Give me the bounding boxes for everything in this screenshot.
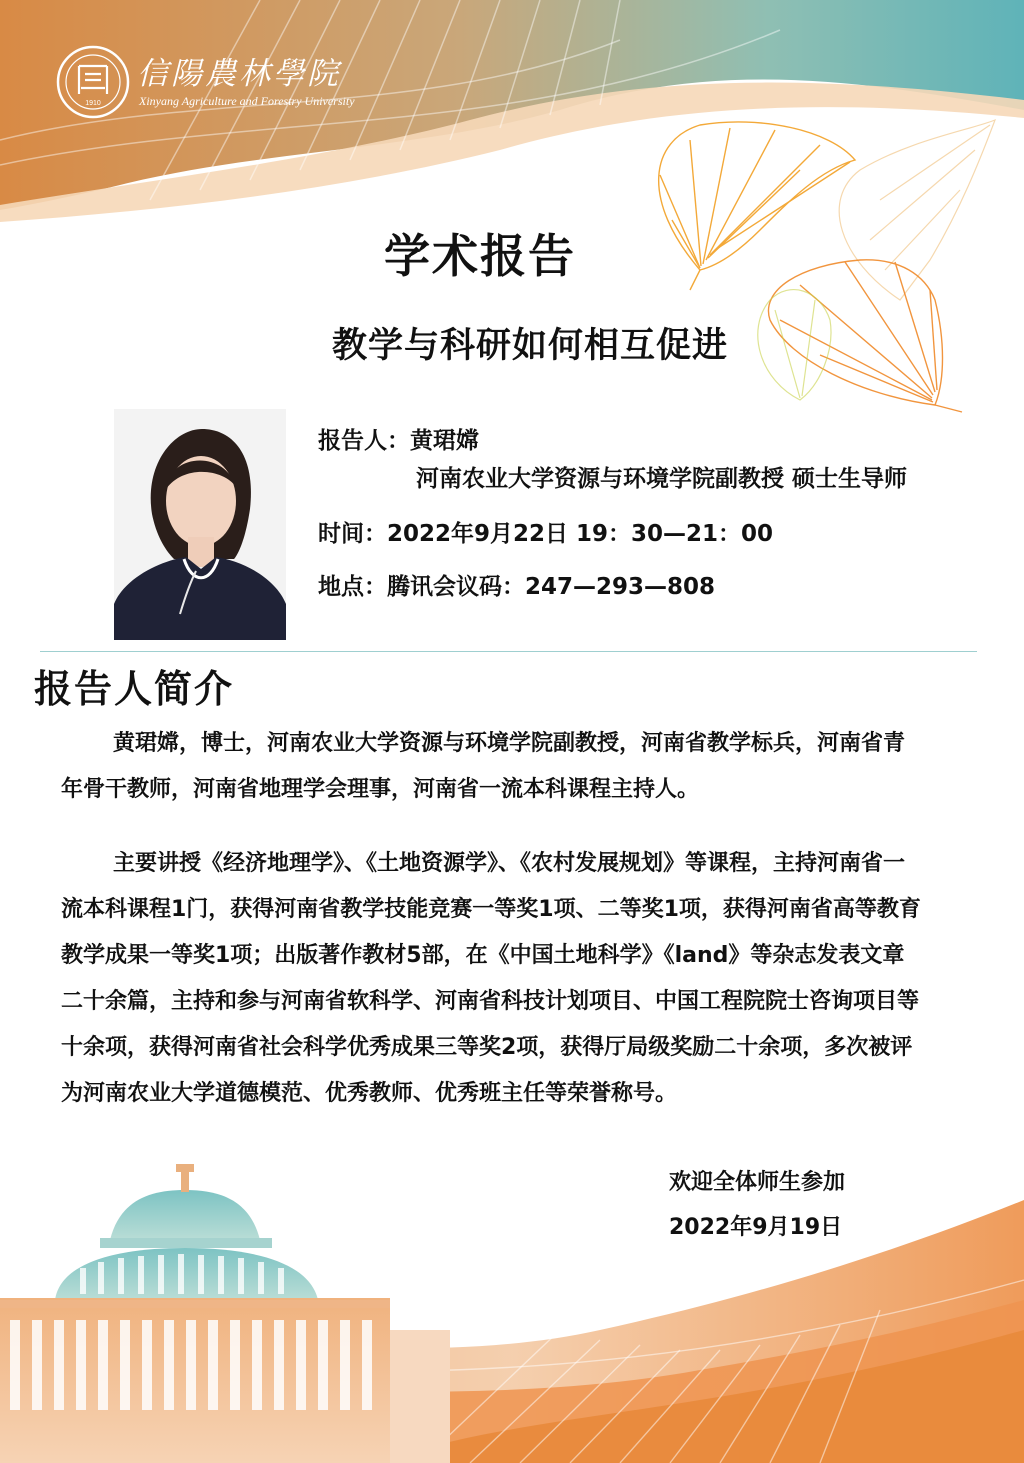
speaker-name: 黄珺嫦 (410, 428, 479, 454)
issue-date: 2022年9月19日 (669, 1215, 843, 1240)
place-label: 地点： (318, 574, 387, 600)
welcome-note: 欢迎全体师生参加 (669, 1170, 846, 1195)
speaker-line (318, 422, 479, 455)
intro-paragraph-2 (61, 841, 921, 1117)
speaker-photo (114, 409, 286, 640)
intro-paragraph-2-text: 主要讲授《经济地理学》、《土地资源学》、《农村发展规划》等课程，主持河南省一流本科课程1门，获得河南省教学技能竞赛一等奖1项、二等奖1项，获得河南省高等教育教学成果一等奖1项；出版著作教材5部，在《中国土地科学》《land》等杂志发表文章二十余篇，主持和参与河南省软科学、河南省科技计划项目、中国工程院院士咨询项目等十余项，获得河南省社会科学优秀成果三等奖2项，获得厅局级奖励二十余项，多次被评为河南农业大学道德模范、优秀教师、优秀班主任等荣誉称号。 (61, 851, 921, 1106)
time-line (318, 515, 773, 548)
university-name-cn: 信陽農林學院 (137, 56, 341, 92)
time-value: 2022年9月22日 19：30—21：00 (387, 521, 774, 547)
university-logo (55, 44, 355, 120)
section-divider (40, 651, 977, 652)
place-line (318, 568, 715, 601)
svg-text:1910: 1910 (85, 100, 101, 107)
speaker-portrait-icon (114, 409, 286, 640)
time-label: 时间： (318, 521, 387, 547)
meeting-code: 腾讯会议码：247—293—808 (387, 574, 716, 600)
intro-paragraph-1-text: 黄珺嫦，博士，河南农业大学资源与环境学院副教授，河南省教学标兵，河南省青年骨干教师，河南省地理学会理事，河南省一流本科课程主持人。 (61, 731, 906, 802)
speaker-label: 报告人： (318, 428, 410, 454)
report-topic: 教学与科研如何相互促进 (331, 326, 728, 366)
university-seal-icon (55, 44, 131, 120)
speaker-affiliation: 河南农业大学资源与环境学院副教授 硕士生导师 (416, 466, 908, 492)
university-name-en: Xinyang Agriculture and Forestry University (139, 94, 355, 108)
intro-paragraph-1 (61, 721, 921, 813)
intro-heading: 报告人简介 (34, 667, 235, 711)
poster-title: 学术报告 (384, 229, 576, 283)
